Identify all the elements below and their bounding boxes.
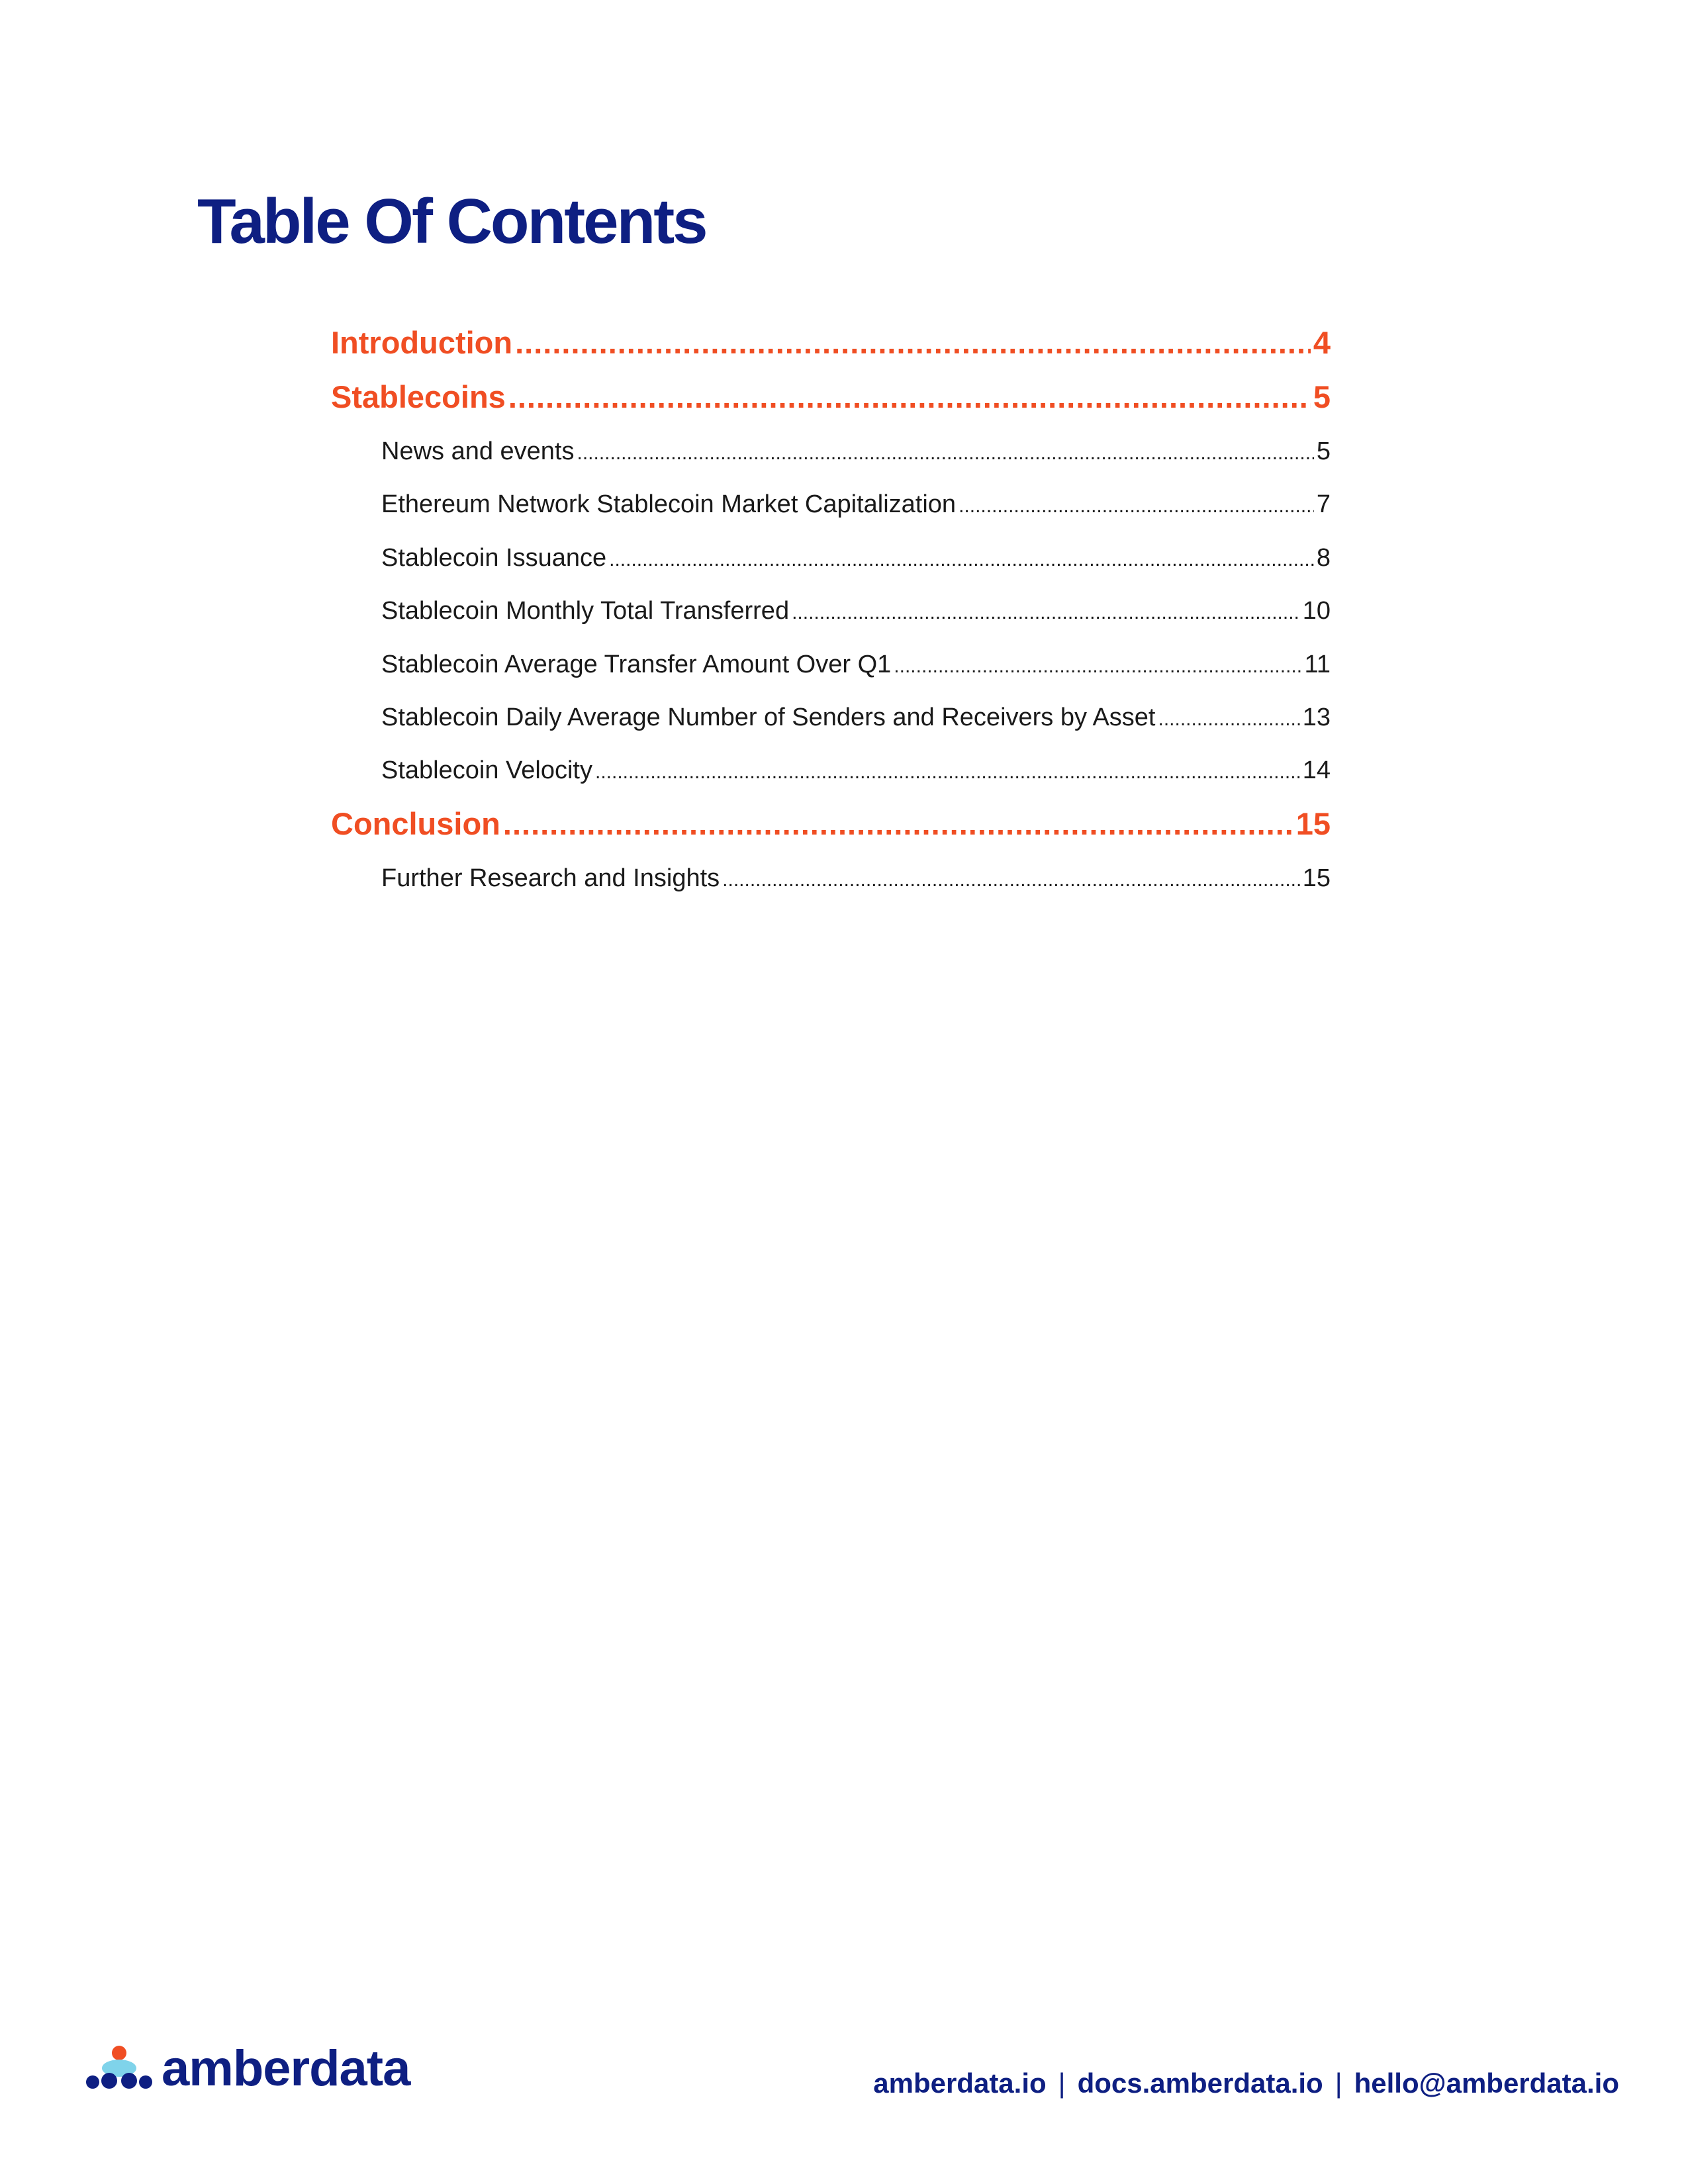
brand-name: amberdata: [162, 2040, 410, 2097]
footer-link-website[interactable]: amberdata.io: [873, 2068, 1047, 2099]
toc-page-number: 13: [1302, 704, 1331, 731]
amberdata-logo-icon: [85, 2044, 154, 2093]
toc-page-number: 11: [1304, 651, 1331, 678]
toc-page-number: 14: [1302, 756, 1331, 784]
toc-entry-label: News and events: [381, 437, 575, 465]
toc-entry-label: Stablecoin Velocity: [381, 756, 592, 784]
toc-dot-leader: [894, 655, 1301, 678]
toc-dot-leader: [577, 442, 1314, 465]
toc-entry-introduction[interactable]: [331, 324, 1331, 361]
toc-entry-label: Stablecoin Daily Average Number of Senders and Receivers by Asset: [381, 704, 1156, 731]
toc-entry-stablecoin-velocity[interactable]: [381, 756, 1331, 785]
toc-page-number: 8: [1316, 544, 1331, 572]
toc-entry-label: Stablecoins: [331, 379, 506, 414]
toc-page-number: 5: [1316, 437, 1331, 465]
toc-entry-stablecoins[interactable]: [331, 379, 1331, 415]
footer-separator: |: [1058, 2068, 1066, 2099]
toc-dot-leader: [609, 549, 1314, 571]
toc-page-number: 4: [1313, 325, 1331, 360]
toc-entry-label: Stablecoin Average Transfer Amount Over Q1: [381, 651, 892, 678]
toc-entry-senders-and-receivers[interactable]: [381, 704, 1331, 732]
toc-dot-leader: [515, 324, 1311, 361]
page-title: Table Of Contents: [197, 186, 706, 257]
toc-entry-further-research[interactable]: [381, 864, 1331, 893]
toc-page-number: 15: [1295, 806, 1331, 841]
toc-entry-label: Stablecoin Issuance: [381, 544, 607, 572]
footer-separator: |: [1335, 2068, 1342, 2099]
toc-dot-leader: [508, 379, 1311, 415]
toc-entry-label: Introduction: [331, 325, 513, 360]
toc-dot-leader: [959, 495, 1314, 518]
toc-entry-conclusion[interactable]: [331, 805, 1331, 842]
toc-dot-leader: [722, 869, 1300, 891]
toc-entry-label: Conclusion: [331, 806, 500, 841]
toc-dot-leader: [595, 761, 1300, 784]
toc-entry-label: Stablecoin Monthly Total Transferred: [381, 597, 790, 625]
toc-page-number: 5: [1313, 379, 1331, 414]
toc-page-number: 7: [1316, 490, 1331, 518]
footer-links: [873, 2068, 1619, 2099]
toc-dot-leader: [503, 805, 1293, 842]
toc-page-number: 15: [1302, 864, 1331, 892]
toc-entry-news-and-events[interactable]: [381, 437, 1331, 466]
amberdata-logo[interactable]: [85, 2040, 410, 2097]
toc-entry-market-capitalization[interactable]: [381, 490, 1331, 519]
toc-entry-average-transfer-amount[interactable]: [381, 651, 1331, 679]
toc-entry-monthly-total-transferred[interactable]: [381, 597, 1331, 625]
toc-page-number: 10: [1302, 597, 1331, 625]
toc-dot-leader: [1158, 708, 1299, 731]
toc-entry-label: Ethereum Network Stablecoin Market Capitalization: [381, 490, 957, 518]
footer-link-email[interactable]: hello@amberdata.io: [1354, 2068, 1619, 2099]
toc-entry-label: Further Research and Insights: [381, 864, 720, 892]
toc-entry-stablecoin-issuance[interactable]: [381, 544, 1331, 572]
toc-dot-leader: [792, 602, 1300, 624]
footer-link-docs[interactable]: docs.amberdata.io: [1077, 2068, 1323, 2099]
